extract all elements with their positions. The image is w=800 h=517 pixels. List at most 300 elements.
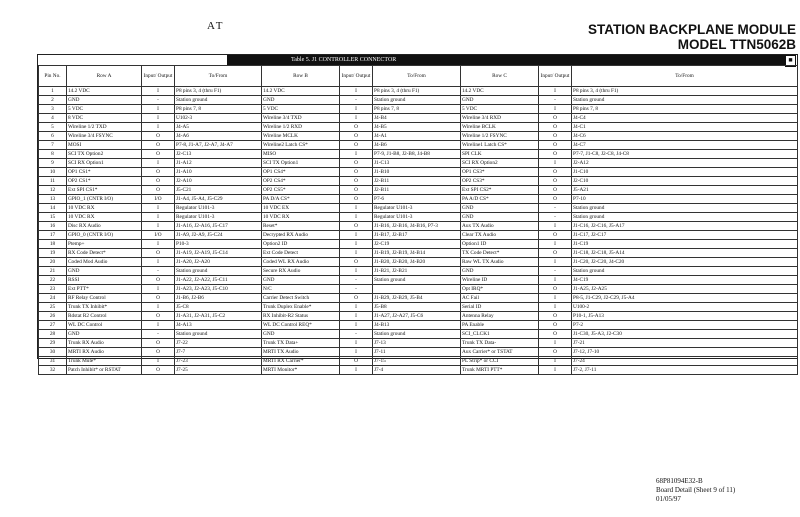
table-cell: I <box>340 240 373 249</box>
table-cell: GPIO_0 (CNTR I/O) <box>67 231 142 240</box>
table-cell: Decrypted RX Audio <box>262 231 340 240</box>
table-cell: O <box>539 231 572 240</box>
table-cell: P7-7, J1-C8, J2-C8, J4-C8 <box>572 150 798 159</box>
table-cell: 30 <box>39 348 67 357</box>
table-cell: I <box>539 87 572 96</box>
table-cell: J1-C16, J2-C16, J5-A17 <box>572 222 798 231</box>
table-row <box>39 312 798 321</box>
table-cell: J4-C1 <box>572 123 798 132</box>
table-cell: 11 <box>39 177 67 186</box>
table-cell: I <box>539 294 572 303</box>
table-caption: Table 5. J1 CONTROLLER CONNECTOR <box>291 57 397 63</box>
table-cell: J1-C19 <box>572 240 798 249</box>
table-cell: O <box>340 177 373 186</box>
table-cell: P7-10 <box>572 195 798 204</box>
table-cell: Option1 ID <box>461 240 539 249</box>
table-cell: J4-A1 <box>373 132 461 141</box>
table-cell: J1-A20, J2-A20 <box>175 258 262 267</box>
table-cell: 31 <box>39 357 67 366</box>
page-title-block <box>588 22 796 52</box>
table-cell: 3 <box>39 105 67 114</box>
table-cell: O <box>539 249 572 258</box>
table-cell: O <box>539 141 572 150</box>
table-cell: 5 <box>39 123 67 132</box>
model-number: MODEL TTN5062B <box>677 37 796 52</box>
table-cell: Trunk MRTI PTT* <box>461 366 539 375</box>
table-cell: O <box>340 159 373 168</box>
table-cell: PA D/A CS* <box>262 195 340 204</box>
table-cell: MRTI Monitor* <box>262 366 340 375</box>
table-row <box>39 330 798 339</box>
table-cell: 5 VDC <box>461 105 539 114</box>
table-cell: I <box>340 105 373 114</box>
table-row <box>39 168 798 177</box>
table-cell: Disc RX Audio <box>67 222 142 231</box>
table-row <box>39 105 798 114</box>
table-cell: Ptemp+ <box>67 240 142 249</box>
table-cell: I <box>142 222 175 231</box>
column-header: Row A <box>67 66 142 87</box>
table-cell: Wireline 1/2 RXD <box>262 123 340 132</box>
table-row <box>39 132 798 141</box>
column-header: Input/ Output <box>340 66 373 87</box>
table-cell: I <box>142 321 175 330</box>
table-cell: J5-B8 <box>373 303 461 312</box>
table-cell: GND <box>262 96 340 105</box>
column-header: To/From <box>175 66 262 87</box>
doc-date: 01/05/97 <box>656 495 681 503</box>
table-cell: J1-B6, J2-B6 <box>175 294 262 303</box>
table-cell: I <box>340 114 373 123</box>
table-cell: I <box>340 249 373 258</box>
table-cell: RF Relay Control <box>67 294 142 303</box>
table-cell: Rdstat R2 Control <box>67 312 142 321</box>
table-cell: Station ground <box>572 213 798 222</box>
table-cell: 22 <box>39 276 67 285</box>
table-row <box>39 114 798 123</box>
table-cell: J7-7 <box>175 348 262 357</box>
table-cell: J1-C20, J2-C20, J4-C20 <box>572 258 798 267</box>
table-row <box>39 258 798 267</box>
table-row <box>39 249 798 258</box>
table-cell: I <box>539 339 572 348</box>
table-cell: 7 <box>39 141 67 150</box>
table-cell: O <box>539 186 572 195</box>
table-cell: 21 <box>39 267 67 276</box>
table-cell: Station ground <box>572 96 798 105</box>
table-cell: Regulator U101-3 <box>175 204 262 213</box>
table-cell: J4-C6 <box>572 132 798 141</box>
table-row <box>39 267 798 276</box>
table-cell: J2-A12 <box>572 159 798 168</box>
table-cell: O <box>539 150 572 159</box>
table-header-row <box>39 66 798 87</box>
table-cell: U102-3 <box>175 114 262 123</box>
header-mark: AT <box>207 20 225 32</box>
table-body <box>39 87 798 375</box>
table-cell: Station ground <box>373 96 461 105</box>
table-cell: - <box>539 213 572 222</box>
table-cell: O <box>340 294 373 303</box>
table-cell: Patch Inhibit* or RSTAT <box>67 366 142 375</box>
table-cell: Wireline2 Latch CS* <box>262 141 340 150</box>
table-cell <box>373 285 461 294</box>
table-cell: J7-24 <box>572 357 798 366</box>
table-cell: 13 <box>39 195 67 204</box>
table-cell: J1-B17, J2-B17 <box>373 231 461 240</box>
table-cell: Station ground <box>572 204 798 213</box>
table-cell: J2-B11 <box>373 186 461 195</box>
table-cell: J1-B29, J2-B29, J5-B4 <box>373 294 461 303</box>
table-cell: Wireline 3/4 FSYNC <box>67 132 142 141</box>
table-cell: SCI RX Option2 <box>461 159 539 168</box>
table-cell: Regulator U101-3 <box>175 213 262 222</box>
table-cell: J1-B16, J2-B16, J4-B16, P7-3 <box>373 222 461 231</box>
table-cell: O <box>142 294 175 303</box>
table-cell: P10-1, J5-A13 <box>572 312 798 321</box>
table-row <box>39 321 798 330</box>
table-cell: O <box>340 357 373 366</box>
table-cell: J1-C17, J2-C17 <box>572 231 798 240</box>
table-cell: J1-B20, J2-B20, J4-B20 <box>373 258 461 267</box>
table-cell: I <box>340 366 373 375</box>
table-cell: P7-6 <box>373 195 461 204</box>
table-cell: I <box>142 213 175 222</box>
table-cell: P8 pins 3, 4 (thru F1) <box>175 87 262 96</box>
table-cell: J4-C7 <box>572 141 798 150</box>
table-cell: WL DC Control REQ* <box>262 321 340 330</box>
table-cell: U100-2 <box>572 303 798 312</box>
table-cell: 14.2 VDC <box>262 87 340 96</box>
table-cell: P7-8, J1-A7, J2-A7, J4-A7 <box>175 141 262 150</box>
table-cell: J1-A23, J2-A23, J5-C10 <box>175 285 262 294</box>
table-cell: 17 <box>39 231 67 240</box>
table-row <box>39 141 798 150</box>
table-cell: GPIO_1 (CNTR I/O) <box>67 195 142 204</box>
table-cell: I <box>142 240 175 249</box>
table-cell: MOSI <box>67 141 142 150</box>
table-cell: O <box>539 285 572 294</box>
table-row <box>39 195 798 204</box>
table-cell: I <box>340 339 373 348</box>
table-cell: O <box>539 195 572 204</box>
table-cell: 18 <box>39 240 67 249</box>
table-cell: O <box>539 123 572 132</box>
table-cell: 23 <box>39 285 67 294</box>
table-cell: Wireline 3/4 RXD <box>461 114 539 123</box>
table-cell: GND <box>461 267 539 276</box>
table-cell: I <box>142 204 175 213</box>
table-cell: O <box>340 123 373 132</box>
table-cell: AC Fail <box>461 294 539 303</box>
table-cell: GND <box>461 204 539 213</box>
table-cell: SCI TX Option2 <box>67 150 142 159</box>
table-cell: Ext SPI CS2* <box>461 186 539 195</box>
table-cell: J1-B19, J2-B19, J4-B14 <box>373 249 461 258</box>
table-cell: J4-A6 <box>175 132 262 141</box>
table-cell: O <box>142 150 175 159</box>
table-cell: Ext PTT* <box>67 285 142 294</box>
connector-table-frame <box>37 54 798 373</box>
table-cell: J1-A22, J2-A22, J5-C11 <box>175 276 262 285</box>
table-cell: Regulator U101-3 <box>373 213 461 222</box>
table-cell: I <box>340 348 373 357</box>
table-cell: RSSI <box>67 276 142 285</box>
table-cell: P8 pins 7, 8 <box>175 105 262 114</box>
table-cell: Wireline BCLK <box>461 123 539 132</box>
table-cell: 10 VDC RX <box>67 213 142 222</box>
table-cell: Station ground <box>373 276 461 285</box>
table-cell: J1-A12 <box>175 159 262 168</box>
table-cell: I <box>340 312 373 321</box>
table-cell: J5-C21 <box>175 186 262 195</box>
table-cell: I <box>340 204 373 213</box>
table-cell: O <box>142 141 175 150</box>
table-cell: Station ground <box>572 267 798 276</box>
table-cell: 16 <box>39 222 67 231</box>
table-cell: RX Code Detect* <box>67 249 142 258</box>
table-cell: 1 <box>39 87 67 96</box>
table-cell: 27 <box>39 321 67 330</box>
table-cell: I <box>340 321 373 330</box>
table-cell: J7-23 <box>175 357 262 366</box>
table-cell: J1-A31, J2-A31, J5-C2 <box>175 312 262 321</box>
table-cell: MISO <box>262 150 340 159</box>
table-cell: I <box>142 105 175 114</box>
table-cell: J5-C8 <box>175 303 262 312</box>
table-cell: - <box>539 204 572 213</box>
table-cell: SPI CLK <box>461 150 539 159</box>
table-cell: GND <box>67 96 142 105</box>
table-cell: J7-2, J7-11 <box>572 366 798 375</box>
table-cell: J2-B11 <box>373 177 461 186</box>
table-cell: GND <box>262 330 340 339</box>
table-cell: 28 <box>39 330 67 339</box>
table-cell: RX Inhibit-R2 Status <box>262 312 340 321</box>
table-cell: I <box>539 240 572 249</box>
table-cell: J1-A16, J2-A16, J5-C17 <box>175 222 262 231</box>
table-cell: I <box>142 114 175 123</box>
table-cell: GND <box>262 276 340 285</box>
table-cell: O <box>340 195 373 204</box>
table-cell: J1-B10 <box>373 168 461 177</box>
table-cell: J4-B13 <box>373 321 461 330</box>
table-cell: 14 <box>39 204 67 213</box>
table-cell: - <box>539 267 572 276</box>
table-cell: 24 <box>39 294 67 303</box>
table-cell: I <box>539 276 572 285</box>
table-row <box>39 96 798 105</box>
table-cell: J4-A13 <box>175 321 262 330</box>
table-cell: O <box>539 321 572 330</box>
table-cell: MRTI RX Carrier* <box>262 357 340 366</box>
table-cell: OP1 CS3* <box>461 168 539 177</box>
column-header: Pin No. <box>39 66 67 87</box>
table-cell: Coded WL RX Audio <box>262 258 340 267</box>
table-cell: 10 <box>39 168 67 177</box>
table-cell: Carrier Detect Switch <box>262 294 340 303</box>
table-cell: O <box>340 222 373 231</box>
table-cell: Trunk TX Data+ <box>262 339 340 348</box>
table-cell: SCI RX Option1 <box>67 159 142 168</box>
table-cell: P8 pins 7, 8 <box>572 105 798 114</box>
table-cell: 26 <box>39 312 67 321</box>
table-cell: 14.2 VDC <box>67 87 142 96</box>
table-cell: Station ground <box>373 330 461 339</box>
table-cell: 8 <box>39 150 67 159</box>
table-row <box>39 222 798 231</box>
table-cell: O <box>340 186 373 195</box>
table-cell: 15 <box>39 213 67 222</box>
table-row <box>39 285 798 294</box>
table-cell: I <box>539 366 572 375</box>
table-cell: - <box>340 276 373 285</box>
table-cell: SCI_CLCK1 <box>461 330 539 339</box>
table-cell: 19 <box>39 249 67 258</box>
table-cell: J7-22 <box>175 339 262 348</box>
table-cell: P7-9, J1-B8, J2-B8, J4-B8 <box>373 150 461 159</box>
table-cell: Trunk TX Data- <box>461 339 539 348</box>
table-row <box>39 294 798 303</box>
table-cell: P8-5, J1-C29, J2-C29, J5-A4 <box>572 294 798 303</box>
table-cell: PL Strip* or CCI <box>461 357 539 366</box>
table-cell: P7-2 <box>572 321 798 330</box>
table-cell: O <box>142 177 175 186</box>
column-header: To/From <box>373 66 461 87</box>
table-cell: 9 <box>39 159 67 168</box>
table-row <box>39 366 798 375</box>
table-cell: I <box>340 213 373 222</box>
table-cell: J2-C19 <box>373 240 461 249</box>
table-cell: J4-A5 <box>175 123 262 132</box>
table-cell: GND <box>67 330 142 339</box>
table-cell: I <box>340 87 373 96</box>
table-cell: J1-C13 <box>373 159 461 168</box>
table-cell: TX Code Detect* <box>461 249 539 258</box>
table-cell: 5 VDC <box>262 105 340 114</box>
table-cell: O <box>340 141 373 150</box>
table-cell: O <box>142 186 175 195</box>
table-cell: J7-21 <box>572 339 798 348</box>
table-cell: 10 VDC EX <box>262 204 340 213</box>
table-cell: O <box>539 177 572 186</box>
table-row <box>39 159 798 168</box>
page-reference: Board Detail (Sheet 9 of 11) <box>656 486 736 494</box>
table-cell: J5-A21 <box>572 186 798 195</box>
table-cell: OP1 CS4* <box>262 168 340 177</box>
table-cell: J1-C10 <box>572 168 798 177</box>
table-cell: 10 VDC RX <box>262 213 340 222</box>
table-cell: O <box>539 114 572 123</box>
table-cell: O <box>539 168 572 177</box>
table-cell: J2-C10 <box>572 177 798 186</box>
table-cell: Coded Mod Audio <box>67 258 142 267</box>
table-cell: 29 <box>39 339 67 348</box>
table-cell: O <box>142 132 175 141</box>
table-cell: O <box>142 366 175 375</box>
table-cell: Raw WL TX Audio <box>461 258 539 267</box>
table-cell: MRTI TX Audio <box>262 348 340 357</box>
table-cell: J4-B4 <box>373 114 461 123</box>
table-cell: J7-12, J7-10 <box>572 348 798 357</box>
column-header: Input/ Output <box>539 66 572 87</box>
table-cell: O <box>142 339 175 348</box>
table-row <box>39 123 798 132</box>
table-cell: 10 VDC RX <box>67 204 142 213</box>
table-cell: Wireline 1/2 FSYNC <box>461 132 539 141</box>
page-title: STATION BACKPLANE MODULE <box>588 22 796 37</box>
table-cell: Station ground <box>175 267 262 276</box>
table-cell: J1-A19, J2-A19, J5-C14 <box>175 249 262 258</box>
column-header: Row C <box>461 66 539 87</box>
table-cell: - <box>142 267 175 276</box>
table-row <box>39 204 798 213</box>
table-cell: J1-A25, J2-A25 <box>572 285 798 294</box>
table-cell: GND <box>461 96 539 105</box>
table-cell: 8 VDC <box>67 114 142 123</box>
table-cell: P8 pins 3, 4 (thru F1) <box>572 87 798 96</box>
table-cell: I <box>340 231 373 240</box>
table-cell: Wireline 3/4 TXD <box>262 114 340 123</box>
table-cell: I <box>142 357 175 366</box>
table-cell: J1-C30, J5-A3, J2-C30 <box>572 330 798 339</box>
table-cell: O <box>142 348 175 357</box>
column-header: Input/ Output <box>142 66 175 87</box>
table-cell: J1-A10 <box>175 168 262 177</box>
table-cell: I <box>142 285 175 294</box>
table-cell: 32 <box>39 366 67 375</box>
table-cell: Antenna Relay <box>461 312 539 321</box>
table-row <box>39 231 798 240</box>
table-cell: Reset* <box>262 222 340 231</box>
table-cell: J7-4 <box>373 366 461 375</box>
column-header: To/From <box>572 66 798 87</box>
table-cell: 4 <box>39 114 67 123</box>
column-header: Row B <box>262 66 340 87</box>
table-cell: Trunk Duplex Enable* <box>262 303 340 312</box>
table-cell: - <box>142 96 175 105</box>
table-cell: I <box>142 123 175 132</box>
table-cell: I/O <box>142 231 175 240</box>
table-cell: I <box>539 303 572 312</box>
table-cell: GND <box>461 213 539 222</box>
table-row <box>39 213 798 222</box>
table-cell: I <box>142 258 175 267</box>
table-cell: O <box>142 168 175 177</box>
table-cell: I <box>340 267 373 276</box>
table-cell: O <box>142 249 175 258</box>
table-cell: O <box>142 312 175 321</box>
table-cell: J1-A4, J5-A4, J5-C29 <box>175 195 262 204</box>
table-cell: P10-3 <box>175 240 262 249</box>
table-cell: Opt IRQ* <box>461 285 539 294</box>
table-cell: I <box>142 303 175 312</box>
table-cell: Wireline MCLK <box>262 132 340 141</box>
table-cell: I <box>142 159 175 168</box>
table-cell: 6 <box>39 132 67 141</box>
table-cell: OP2 CS1* <box>67 177 142 186</box>
table-cell: Secure RX Audio <box>262 267 340 276</box>
table-cell: I <box>539 222 572 231</box>
square-tab-icon: ■ <box>785 55 796 67</box>
table-cell: Option2 ID <box>262 240 340 249</box>
table-cell: WL DC Control <box>67 321 142 330</box>
table-cell: GND <box>67 267 142 276</box>
table-row <box>39 240 798 249</box>
table-cell: OP2 CS5* <box>262 186 340 195</box>
table-cell: P8 pins 7, 8 <box>373 105 461 114</box>
footer <box>656 477 735 504</box>
